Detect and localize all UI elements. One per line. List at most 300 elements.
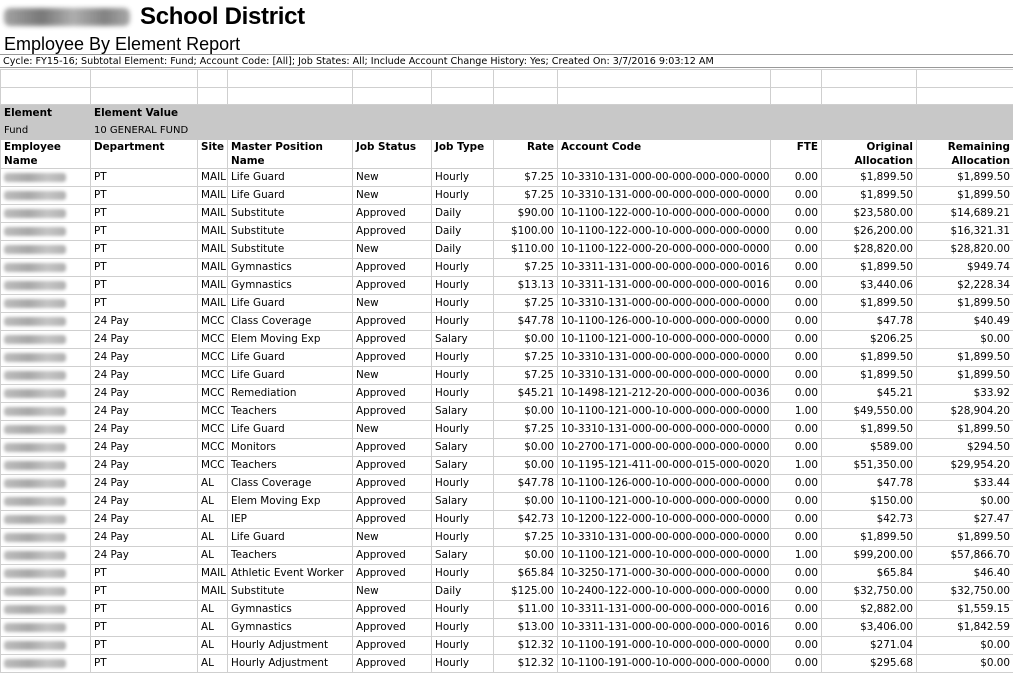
table-row — [1, 223, 1013, 241]
cell-rate: $7.25 — [494, 349, 558, 367]
cell-department: 24 Pay — [91, 457, 198, 475]
cell-fte: 0.00 — [771, 295, 822, 313]
element-name: Fund — [1, 123, 91, 140]
cell-original-allocation: $1,899.50 — [822, 259, 917, 277]
cell-fte: 0.00 — [771, 385, 822, 403]
cell-department: PT — [91, 637, 198, 655]
table-row — [1, 295, 1013, 313]
cell-original-allocation: $1,899.50 — [822, 529, 917, 547]
cell-employee-name-redacted — [1, 223, 91, 241]
cell-employee-name-redacted — [1, 205, 91, 223]
cell-job-type: Hourly — [432, 475, 494, 493]
cell-job-type: Salary — [432, 493, 494, 511]
redacted-employee-name — [4, 641, 66, 650]
cell-remaining-allocation: $1,899.50 — [917, 367, 1013, 385]
cell-department: PT — [91, 223, 198, 241]
col-remaining-allocation: Remaining Allocation — [917, 140, 1013, 169]
redacted-district-name — [4, 8, 130, 26]
col-job-status: Job Status — [353, 140, 432, 169]
cell-original-allocation: $47.78 — [822, 313, 917, 331]
cell-master-position: Life Guard — [228, 349, 353, 367]
redacted-employee-name — [4, 569, 66, 578]
cell-remaining-allocation: $46.40 — [917, 565, 1013, 583]
cell-fte: 0.00 — [771, 655, 822, 673]
cell-department: 24 Pay — [91, 403, 198, 421]
cell-account-code: 10-3250-171-000-30-000-000-000-0000 — [558, 565, 771, 583]
cell-job-type: Hourly — [432, 529, 494, 547]
cell-remaining-allocation: $1,899.50 — [917, 295, 1013, 313]
cell-original-allocation: $28,820.00 — [822, 241, 917, 259]
cell-job-status: Approved — [353, 277, 432, 295]
cell-job-type: Hourly — [432, 295, 494, 313]
cell-site: MCC — [198, 421, 228, 439]
cell-account-code: 10-3311-131-000-00-000-000-000-0016 — [558, 259, 771, 277]
cell-fte: 0.00 — [771, 259, 822, 277]
cell-rate: $12.32 — [494, 637, 558, 655]
cell-account-code: 10-1100-191-000-10-000-000-000-0000 — [558, 637, 771, 655]
redacted-employee-name — [4, 497, 66, 506]
cell-department: 24 Pay — [91, 511, 198, 529]
table-row — [1, 367, 1013, 385]
cell-department: PT — [91, 205, 198, 223]
cell-fte: 0.00 — [771, 583, 822, 601]
cell-original-allocation: $1,899.50 — [822, 421, 917, 439]
cell-remaining-allocation: $2,228.34 — [917, 277, 1013, 295]
cell-original-allocation: $1,899.50 — [822, 295, 917, 313]
col-site: Site — [198, 140, 228, 169]
cell-rate: $7.25 — [494, 421, 558, 439]
col-original-allocation: Original Allocation — [822, 140, 917, 169]
cell-site: MAIL — [198, 223, 228, 241]
cell-master-position: Monitors — [228, 439, 353, 457]
redacted-employee-name — [4, 587, 66, 596]
cell-remaining-allocation: $1,899.50 — [917, 349, 1013, 367]
redacted-employee-name — [4, 623, 66, 632]
cell-account-code: 10-3311-131-000-00-000-000-000-0016 — [558, 601, 771, 619]
table-row — [1, 475, 1013, 493]
table-row — [1, 187, 1013, 205]
col-employee-name: Employee Name — [1, 140, 91, 169]
cell-job-type: Hourly — [432, 169, 494, 187]
cell-fte: 0.00 — [771, 637, 822, 655]
cell-rate: $0.00 — [494, 493, 558, 511]
cell-site: MAIL — [198, 295, 228, 313]
cell-master-position: Athletic Event Worker — [228, 565, 353, 583]
cell-site: MAIL — [198, 169, 228, 187]
cell-remaining-allocation: $28,904.20 — [917, 403, 1013, 421]
cell-job-status: Approved — [353, 457, 432, 475]
cell-master-position: Substitute — [228, 241, 353, 259]
cell-remaining-allocation: $0.00 — [917, 655, 1013, 673]
redacted-employee-name — [4, 191, 66, 200]
cell-fte: 0.00 — [771, 439, 822, 457]
cell-master-position: Life Guard — [228, 187, 353, 205]
cell-site: AL — [198, 655, 228, 673]
cell-remaining-allocation: $33.92 — [917, 385, 1013, 403]
cell-job-status: Approved — [353, 385, 432, 403]
column-header-row — [1, 140, 1013, 169]
element-value: 10 GENERAL FUND — [91, 123, 1013, 140]
cell-account-code: 10-2700-171-000-00-000-000-000-0000 — [558, 439, 771, 457]
cell-rate: $7.25 — [494, 295, 558, 313]
cell-original-allocation: $23,580.00 — [822, 205, 917, 223]
cell-remaining-allocation: $32,750.00 — [917, 583, 1013, 601]
cell-fte: 0.00 — [771, 187, 822, 205]
cell-fte: 0.00 — [771, 223, 822, 241]
cell-account-code: 10-3310-131-000-00-000-000-000-0000 — [558, 421, 771, 439]
cell-rate: $11.00 — [494, 601, 558, 619]
report-title: Employee By Element Report — [4, 34, 240, 55]
cell-department: PT — [91, 259, 198, 277]
cell-job-type: Hourly — [432, 259, 494, 277]
cell-original-allocation: $3,440.06 — [822, 277, 917, 295]
cell-department: PT — [91, 295, 198, 313]
cell-site: MAIL — [198, 259, 228, 277]
cell-rate: $65.84 — [494, 565, 558, 583]
cell-fte: 0.00 — [771, 565, 822, 583]
cell-job-status: Approved — [353, 511, 432, 529]
cell-job-type: Hourly — [432, 511, 494, 529]
cell-original-allocation: $2,882.00 — [822, 601, 917, 619]
table-row — [1, 529, 1013, 547]
cell-job-type: Hourly — [432, 277, 494, 295]
cell-master-position: Remediation — [228, 385, 353, 403]
cell-master-position: Gymnastics — [228, 619, 353, 637]
cell-remaining-allocation: $27.47 — [917, 511, 1013, 529]
element-header-row — [1, 105, 1013, 123]
cell-employee-name-redacted — [1, 565, 91, 583]
cell-job-type: Hourly — [432, 421, 494, 439]
cell-master-position: Gymnastics — [228, 601, 353, 619]
cell-job-status: Approved — [353, 619, 432, 637]
cell-employee-name-redacted — [1, 277, 91, 295]
cell-employee-name-redacted — [1, 313, 91, 331]
cell-fte: 0.00 — [771, 619, 822, 637]
cell-job-status: Approved — [353, 565, 432, 583]
cell-fte: 0.00 — [771, 349, 822, 367]
table-row — [1, 547, 1013, 565]
cell-job-type: Salary — [432, 331, 494, 349]
cell-master-position: IEP — [228, 511, 353, 529]
cell-department: 24 Pay — [91, 331, 198, 349]
cell-rate: $7.25 — [494, 529, 558, 547]
district-title: School District — [140, 3, 305, 31]
cell-rate: $0.00 — [494, 439, 558, 457]
cell-job-status: New — [353, 295, 432, 313]
cell-department: PT — [91, 583, 198, 601]
cell-rate: $0.00 — [494, 457, 558, 475]
cell-master-position: Teachers — [228, 457, 353, 475]
cell-master-position: Hourly Adjustment — [228, 637, 353, 655]
cell-original-allocation: $47.78 — [822, 475, 917, 493]
cell-job-type: Hourly — [432, 349, 494, 367]
cell-department: 24 Pay — [91, 349, 198, 367]
table-row — [1, 583, 1013, 601]
cell-fte: 0.00 — [771, 241, 822, 259]
cell-site: MCC — [198, 349, 228, 367]
redacted-employee-name — [4, 245, 66, 254]
cell-site: MAIL — [198, 187, 228, 205]
table-row — [1, 511, 1013, 529]
cell-job-type: Hourly — [432, 619, 494, 637]
cell-rate: $7.25 — [494, 367, 558, 385]
cell-original-allocation: $42.73 — [822, 511, 917, 529]
cell-job-status: New — [353, 583, 432, 601]
cell-department: 24 Pay — [91, 385, 198, 403]
redacted-employee-name — [4, 371, 66, 380]
cell-site: MCC — [198, 331, 228, 349]
cell-fte: 1.00 — [771, 403, 822, 421]
cell-job-type: Salary — [432, 403, 494, 421]
cell-employee-name-redacted — [1, 493, 91, 511]
cell-job-status: Approved — [353, 331, 432, 349]
table-row — [1, 385, 1013, 403]
cell-site: MAIL — [198, 205, 228, 223]
cell-employee-name-redacted — [1, 511, 91, 529]
cell-department: PT — [91, 241, 198, 259]
cell-original-allocation: $26,200.00 — [822, 223, 917, 241]
cell-employee-name-redacted — [1, 331, 91, 349]
cell-master-position: Class Coverage — [228, 313, 353, 331]
cell-rate: $0.00 — [494, 403, 558, 421]
cell-original-allocation: $32,750.00 — [822, 583, 917, 601]
cell-site: MAIL — [198, 277, 228, 295]
cell-job-status: New — [353, 367, 432, 385]
cell-employee-name-redacted — [1, 655, 91, 673]
col-department: Department — [91, 140, 198, 169]
cell-rate: $7.25 — [494, 259, 558, 277]
redacted-employee-name — [4, 551, 66, 560]
cell-original-allocation: $49,550.00 — [822, 403, 917, 421]
cell-job-type: Hourly — [432, 313, 494, 331]
blank-row — [1, 88, 1013, 105]
cell-account-code: 10-1100-121-000-10-000-000-000-0000 — [558, 493, 771, 511]
cell-employee-name-redacted — [1, 187, 91, 205]
cell-fte: 1.00 — [771, 547, 822, 565]
cell-job-type: Hourly — [432, 385, 494, 403]
cell-master-position: Life Guard — [228, 169, 353, 187]
cell-job-type: Daily — [432, 241, 494, 259]
cell-rate: $90.00 — [494, 205, 558, 223]
redacted-employee-name — [4, 353, 66, 362]
cell-account-code: 10-1200-122-000-10-000-000-000-0000 — [558, 511, 771, 529]
cell-fte: 0.00 — [771, 529, 822, 547]
cell-master-position: Gymnastics — [228, 259, 353, 277]
cell-original-allocation: $1,899.50 — [822, 349, 917, 367]
cell-job-type: Salary — [432, 457, 494, 475]
cell-job-status: Approved — [353, 547, 432, 565]
redacted-employee-name — [4, 209, 66, 218]
cell-original-allocation: $295.68 — [822, 655, 917, 673]
cell-account-code: 10-1100-126-000-10-000-000-000-0000 — [558, 313, 771, 331]
cell-master-position: Substitute — [228, 583, 353, 601]
col-master-position: Master Position Name — [228, 140, 353, 169]
cell-account-code: 10-1100-122-000-10-000-000-000-0000 — [558, 205, 771, 223]
redacted-employee-name — [4, 515, 66, 524]
cell-department: PT — [91, 655, 198, 673]
col-rate: Rate — [494, 140, 558, 169]
table-row — [1, 277, 1013, 295]
redacted-employee-name — [4, 461, 66, 470]
redacted-employee-name — [4, 659, 66, 668]
cell-original-allocation: $51,350.00 — [822, 457, 917, 475]
cell-account-code: 10-3310-131-000-00-000-000-000-0000 — [558, 349, 771, 367]
cell-rate: $47.78 — [494, 475, 558, 493]
cell-employee-name-redacted — [1, 349, 91, 367]
cell-remaining-allocation: $28,820.00 — [917, 241, 1013, 259]
cell-master-position: Class Coverage — [228, 475, 353, 493]
table-row — [1, 565, 1013, 583]
cell-remaining-allocation: $1,559.15 — [917, 601, 1013, 619]
cell-job-status: Approved — [353, 493, 432, 511]
cell-employee-name-redacted — [1, 619, 91, 637]
cell-job-type: Salary — [432, 439, 494, 457]
cell-original-allocation: $1,899.50 — [822, 367, 917, 385]
cell-department: 24 Pay — [91, 529, 198, 547]
cell-fte: 0.00 — [771, 277, 822, 295]
cell-employee-name-redacted — [1, 403, 91, 421]
cell-job-status: Approved — [353, 259, 432, 277]
cell-master-position: Substitute — [228, 223, 353, 241]
cell-account-code: 10-3310-131-000-00-000-000-000-0000 — [558, 295, 771, 313]
cell-master-position: Life Guard — [228, 421, 353, 439]
cell-job-type: Daily — [432, 205, 494, 223]
cell-master-position: Life Guard — [228, 295, 353, 313]
cell-fte: 0.00 — [771, 205, 822, 223]
cell-department: 24 Pay — [91, 367, 198, 385]
cell-employee-name-redacted — [1, 259, 91, 277]
cell-master-position: Hourly Adjustment — [228, 655, 353, 673]
cell-job-status: Approved — [353, 205, 432, 223]
cell-remaining-allocation: $949.74 — [917, 259, 1013, 277]
cell-account-code: 10-3310-131-000-00-000-000-000-0000 — [558, 529, 771, 547]
blank-row — [1, 70, 1013, 88]
cell-employee-name-redacted — [1, 385, 91, 403]
cell-master-position: Elem Moving Exp — [228, 331, 353, 349]
cell-job-status: New — [353, 187, 432, 205]
cell-rate: $7.25 — [494, 169, 558, 187]
redacted-employee-name — [4, 407, 66, 416]
cell-remaining-allocation: $294.50 — [917, 439, 1013, 457]
table-row — [1, 205, 1013, 223]
cell-department: PT — [91, 619, 198, 637]
cell-site: AL — [198, 511, 228, 529]
cell-employee-name-redacted — [1, 475, 91, 493]
cell-employee-name-redacted — [1, 241, 91, 259]
cell-department: PT — [91, 277, 198, 295]
table-row — [1, 421, 1013, 439]
cell-original-allocation: $45.21 — [822, 385, 917, 403]
cell-employee-name-redacted — [1, 367, 91, 385]
cell-job-type: Hourly — [432, 601, 494, 619]
cell-job-type: Daily — [432, 583, 494, 601]
cell-job-status: New — [353, 529, 432, 547]
table-row — [1, 601, 1013, 619]
cell-employee-name-redacted — [1, 637, 91, 655]
cell-job-status: Approved — [353, 655, 432, 673]
cell-job-status: Approved — [353, 637, 432, 655]
table-row — [1, 349, 1013, 367]
redacted-employee-name — [4, 605, 66, 614]
cell-remaining-allocation: $16,321.31 — [917, 223, 1013, 241]
table-row — [1, 241, 1013, 259]
table-row — [1, 619, 1013, 637]
col-fte: FTE — [771, 140, 822, 169]
cell-remaining-allocation: $1,899.50 — [917, 421, 1013, 439]
cell-department: PT — [91, 601, 198, 619]
cell-remaining-allocation: $29,954.20 — [917, 457, 1013, 475]
cell-rate: $42.73 — [494, 511, 558, 529]
redacted-employee-name — [4, 425, 66, 434]
cell-employee-name-redacted — [1, 295, 91, 313]
cell-master-position: Life Guard — [228, 529, 353, 547]
cell-account-code: 10-2400-122-000-10-000-000-000-0000 — [558, 583, 771, 601]
cell-site: MCC — [198, 403, 228, 421]
redacted-employee-name — [4, 281, 66, 290]
cell-site: AL — [198, 475, 228, 493]
redacted-employee-name — [4, 389, 66, 398]
cell-job-status: New — [353, 241, 432, 259]
cell-master-position: Life Guard — [228, 367, 353, 385]
cell-department: 24 Pay — [91, 547, 198, 565]
cell-remaining-allocation: $1,842.59 — [917, 619, 1013, 637]
cell-fte: 0.00 — [771, 493, 822, 511]
cell-remaining-allocation: $0.00 — [917, 331, 1013, 349]
cell-original-allocation: $271.04 — [822, 637, 917, 655]
table-row — [1, 169, 1013, 187]
redacted-employee-name — [4, 335, 66, 344]
redacted-employee-name — [4, 227, 66, 236]
cell-job-status: Approved — [353, 313, 432, 331]
cell-site: MCC — [198, 313, 228, 331]
cell-employee-name-redacted — [1, 439, 91, 457]
redacted-employee-name — [4, 173, 66, 182]
cell-original-allocation: $206.25 — [822, 331, 917, 349]
cell-site: MCC — [198, 367, 228, 385]
cell-rate: $100.00 — [494, 223, 558, 241]
cell-remaining-allocation: $0.00 — [917, 637, 1013, 655]
col-account-code: Account Code — [558, 140, 771, 169]
cell-fte: 0.00 — [771, 601, 822, 619]
cell-employee-name-redacted — [1, 457, 91, 475]
cell-department: PT — [91, 565, 198, 583]
cell-remaining-allocation: $0.00 — [917, 493, 1013, 511]
cell-original-allocation: $150.00 — [822, 493, 917, 511]
cell-master-position: Elem Moving Exp — [228, 493, 353, 511]
cell-job-type: Salary — [432, 547, 494, 565]
redacted-employee-name — [4, 533, 66, 542]
cell-rate: $125.00 — [494, 583, 558, 601]
cell-remaining-allocation: $33.44 — [917, 475, 1013, 493]
cell-site: AL — [198, 601, 228, 619]
cell-account-code: 10-3311-131-000-00-000-000-000-0016 — [558, 619, 771, 637]
redacted-employee-name — [4, 443, 66, 452]
cell-account-code: 10-3310-131-000-00-000-000-000-0000 — [558, 187, 771, 205]
cell-job-status: Approved — [353, 223, 432, 241]
cell-original-allocation: $589.00 — [822, 439, 917, 457]
cell-remaining-allocation: $1,899.50 — [917, 187, 1013, 205]
cell-master-position: Substitute — [228, 205, 353, 223]
cell-job-type: Hourly — [432, 367, 494, 385]
cell-master-position: Teachers — [228, 403, 353, 421]
cell-site: MAIL — [198, 583, 228, 601]
cell-job-type: Daily — [432, 223, 494, 241]
cell-account-code: 10-1195-121-411-00-000-015-000-0020 — [558, 457, 771, 475]
cell-rate: $13.00 — [494, 619, 558, 637]
redacted-employee-name — [4, 317, 66, 326]
cell-account-code: 10-1100-121-000-10-000-000-000-0000 — [558, 331, 771, 349]
cell-site: MAIL — [198, 565, 228, 583]
